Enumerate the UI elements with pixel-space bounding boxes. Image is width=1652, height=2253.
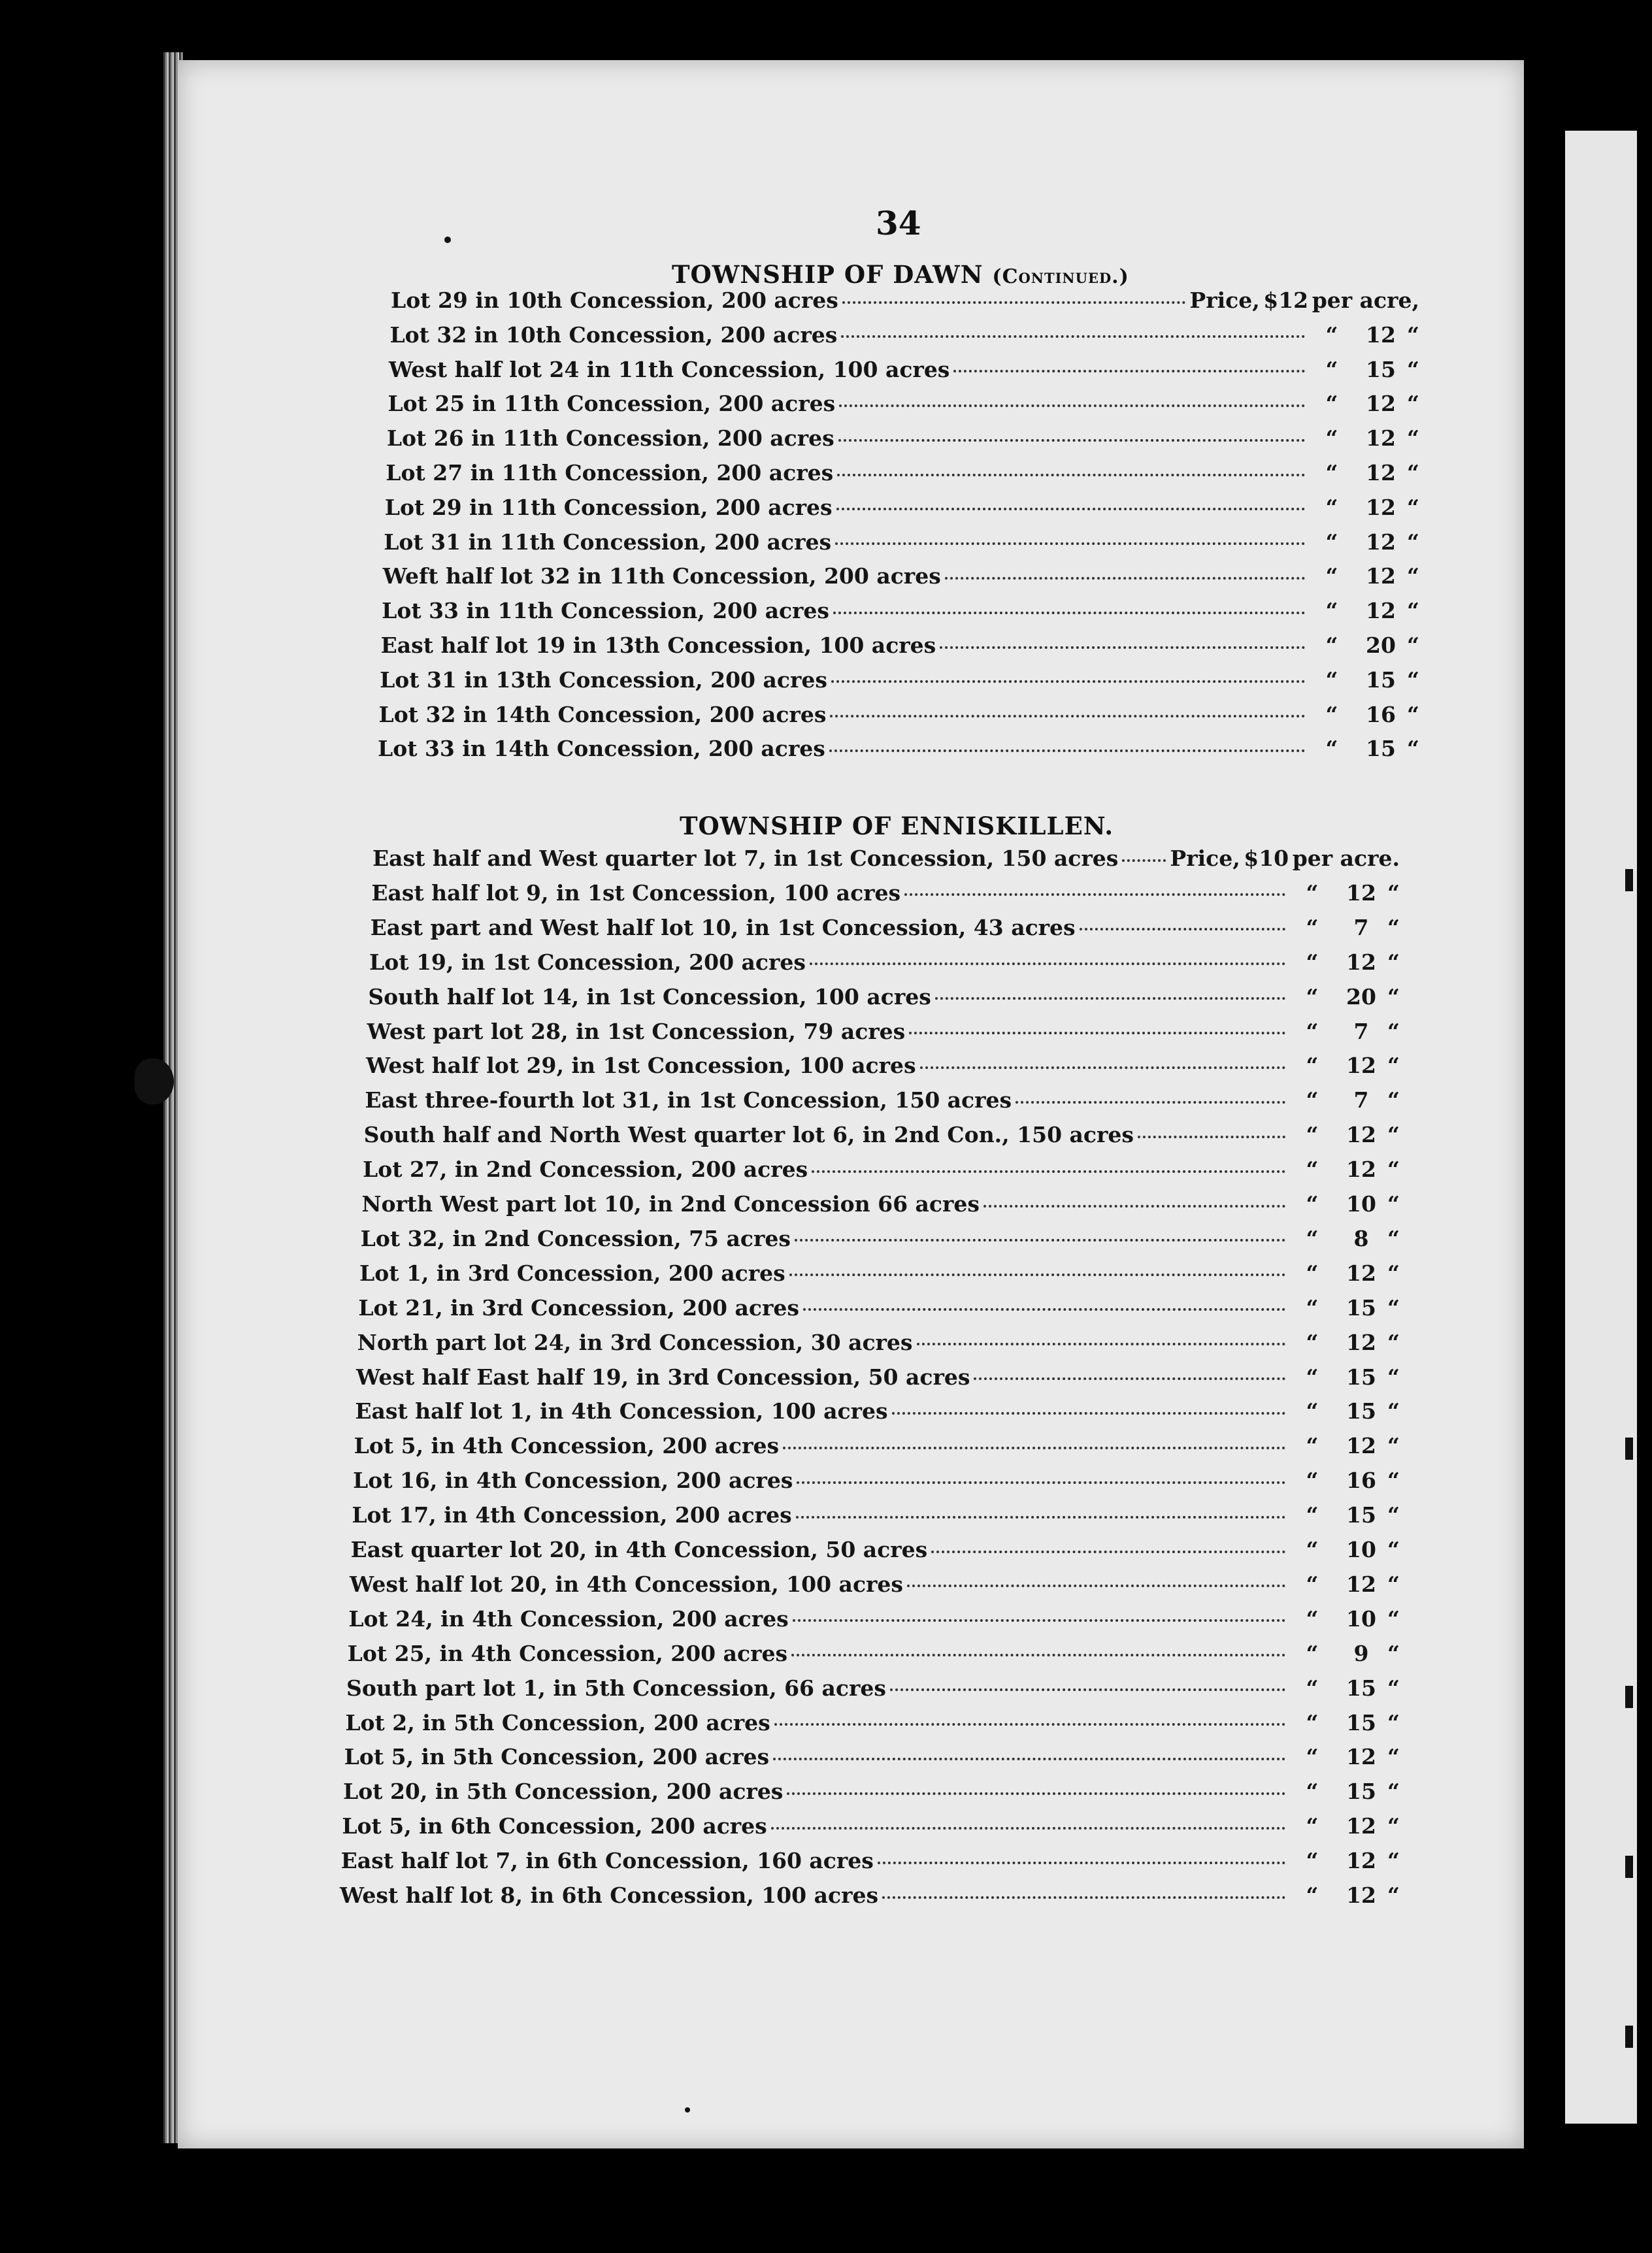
ditto-mark: “ (1325, 494, 1338, 520)
price-unit: “ (1387, 1122, 1400, 1148)
land-entry (345, 1710, 1400, 1739)
price-amount: 20 (1366, 633, 1396, 658)
land-entry (350, 1571, 1400, 1600)
ditto-mark: “ (1306, 1294, 1319, 1321)
dot-leader (812, 1170, 1285, 1173)
price-unit: “ (1387, 1779, 1400, 1805)
entry-description: Lot 32, in 2nd Concession, 75 acres (360, 1225, 791, 1251)
dot-leader (904, 893, 1285, 896)
land-entry (368, 984, 1400, 1013)
land-entry (379, 702, 1419, 731)
dot-leader (931, 1550, 1285, 1553)
price-amount: 15 (1366, 736, 1396, 762)
land-entry (352, 1502, 1400, 1531)
price-amount: 12 (1366, 321, 1396, 348)
price-amount: 12 (1346, 1329, 1376, 1355)
ditto-mark: “ (1306, 1709, 1319, 1735)
dot-leader (810, 962, 1285, 965)
entry-description: Weft half lot 32 in 11th Concession, 200 acres (382, 563, 941, 589)
price-unit: “ (1407, 494, 1419, 520)
adjacent-page-edge (1565, 131, 1637, 2124)
ditto-mark: “ (1325, 666, 1338, 693)
land-entry (343, 1779, 1400, 1807)
entry-description: East half lot 1, in 4th Concession, 100 acres (355, 1398, 888, 1424)
land-entry (341, 1848, 1400, 1877)
entry-description: South half lot 14, in 1st Concession, 100 acres (368, 983, 931, 1010)
price-label: Price, (1189, 288, 1260, 313)
price-amount: 12 (1346, 1157, 1376, 1183)
price-unit: “ (1387, 914, 1400, 940)
ditto-mark: “ (1325, 633, 1338, 658)
dot-leader (796, 1515, 1285, 1519)
price-unit: “ (1407, 598, 1419, 624)
price-unit: “ (1407, 356, 1419, 382)
price-amount: 12 (1366, 494, 1396, 520)
price-amount: 15 (1346, 1709, 1376, 1735)
price-unit: “ (1407, 666, 1419, 693)
land-entry (388, 391, 1419, 419)
dot-leader (917, 1342, 1285, 1345)
price-amount: 15 (1346, 1502, 1376, 1528)
price-unit: “ (1387, 1398, 1400, 1424)
entry-description: Lot 27, in 2nd Concession, 200 acres (363, 1157, 808, 1183)
land-entry (385, 495, 1419, 523)
ditto-mark: “ (1306, 914, 1319, 940)
land-entry (383, 563, 1419, 592)
ditto-mark: “ (1325, 391, 1338, 417)
price-amount: 12 (1346, 1813, 1376, 1839)
entry-description: Lot 2, in 5th Concession, 200 acres (345, 1709, 770, 1735)
dot-leader (773, 1757, 1285, 1760)
price-amount: 15 (1346, 1398, 1376, 1424)
entry-description: Lot 20, in 5th Concession, 200 acres (343, 1779, 784, 1805)
land-entry (363, 1157, 1400, 1185)
dot-leader (833, 611, 1305, 614)
ditto-mark: “ (1306, 1813, 1319, 1839)
entry-description: West half lot 29, in 1st Concession, 100 acres (366, 1053, 916, 1079)
price-unit: “ (1407, 460, 1419, 485)
ditto-mark: “ (1306, 1364, 1319, 1390)
land-entry (366, 1053, 1400, 1081)
entry-description: East half lot 7, in 6th Concession, 160 acres (340, 1848, 874, 1874)
entry-description: Lot 21, in 3rd Concession, 200 acres (358, 1294, 799, 1321)
land-entry (384, 529, 1419, 558)
price-unit: “ (1387, 1329, 1400, 1355)
price-amount: 12 (1366, 425, 1396, 452)
entry-description: North part lot 24, in 3rd Concession, 30 acres (357, 1329, 913, 1355)
entry-description: East part and West half lot 10, in 1st Concession, 43 acres (370, 914, 1076, 940)
price-unit: “ (1387, 1225, 1400, 1251)
land-entry (348, 1606, 1400, 1635)
price-unit: per acre, (1312, 288, 1419, 313)
land-entry (389, 322, 1419, 351)
land-entry (356, 1364, 1400, 1393)
price-amount: 12 (1366, 563, 1396, 589)
entry-description: Lot 16, in 4th Concession, 200 acres (353, 1468, 793, 1494)
price-amount: 9 (1353, 1640, 1369, 1666)
land-entry (380, 667, 1419, 696)
entry-description: Lot 32 in 10th Concession, 200 acres (389, 321, 838, 348)
land-entry (382, 598, 1419, 627)
entry-description: East half and West quarter lot 7, in 1st Concession, 150 acres (372, 846, 1119, 871)
dot-leader (791, 1653, 1285, 1656)
price-amount: 12 (1346, 880, 1376, 906)
price-amount: 7 (1353, 1018, 1369, 1044)
price-unit: “ (1387, 1502, 1400, 1528)
dot-leader (909, 1031, 1285, 1034)
edge-mark (1625, 2026, 1633, 2048)
entry-description: Lot 1, in 3rd Concession, 200 acres (359, 1260, 785, 1286)
ditto-mark: “ (1325, 425, 1338, 452)
price-amount: 10 (1346, 1537, 1376, 1562)
dot-leader (839, 404, 1305, 407)
land-entry (346, 1675, 1400, 1704)
entry-description: Lot 32 in 14th Concession, 200 acres (378, 701, 827, 727)
land-entry (367, 1019, 1400, 1047)
ditto-mark: “ (1306, 880, 1319, 906)
price-amount: 10 (1346, 1191, 1376, 1217)
dot-leader (787, 1792, 1285, 1795)
dot-leader (841, 335, 1305, 338)
land-entry (381, 633, 1419, 661)
dot-leader (983, 1204, 1285, 1208)
price-amount: 15 (1346, 1294, 1376, 1321)
price-amount: 12 (1366, 529, 1396, 555)
price-unit: “ (1387, 983, 1400, 1010)
ditto-mark: “ (1306, 1605, 1319, 1632)
ditto-mark: “ (1306, 1848, 1319, 1874)
ditto-mark: “ (1325, 598, 1338, 624)
price-unit: “ (1387, 1744, 1400, 1770)
price-amount: $12 (1263, 288, 1309, 313)
dot-leader (783, 1446, 1285, 1449)
clip-mark (135, 1059, 174, 1104)
price-unit: “ (1407, 736, 1419, 762)
entry-description: Lot 25 in 11th Concession, 200 acres (388, 391, 836, 417)
entry-description: Lot 5, in 4th Concession, 200 acres (354, 1433, 780, 1459)
price-unit: “ (1387, 1883, 1400, 1908)
ditto-mark: “ (1306, 983, 1319, 1010)
entry-description: Lot 31 in 13th Concession, 200 acres (380, 666, 827, 693)
price-unit: “ (1387, 1813, 1400, 1839)
dot-leader (830, 714, 1305, 717)
price-unit: “ (1407, 633, 1419, 658)
entry-description: West half East half 19, in 3rd Concession, 50 acres (356, 1364, 970, 1390)
entry-description: Lot 25, in 4th Concession, 200 acres (347, 1640, 788, 1666)
price-unit: “ (1387, 1848, 1400, 1874)
ditto-mark: “ (1325, 321, 1338, 348)
dot-leader (920, 1066, 1285, 1069)
entry-description: North West part lot 10, in 2nd Concession 66 acres (361, 1191, 980, 1217)
section-title-text: TOWNSHIP OF ENNISKILLEN. (680, 812, 1114, 840)
ditto-mark: “ (1306, 1087, 1319, 1113)
ditto-mark: “ (1306, 1329, 1319, 1355)
price-amount: 12 (1346, 1744, 1376, 1770)
land-entry (353, 1468, 1400, 1496)
price-amount: 8 (1353, 1225, 1369, 1251)
entry-description: East half lot 9, in 1st Concession, 100 acres (371, 880, 901, 906)
price-unit: “ (1407, 701, 1419, 727)
dot-leader (1016, 1100, 1285, 1104)
entry-description: West half lot 8, in 6th Concession, 100 acres (340, 1883, 879, 1908)
dot-leader (953, 369, 1305, 372)
entry-description: Lot 29 in 10th Concession, 200 acres (391, 288, 838, 313)
land-entry (344, 1744, 1400, 1773)
ditto-mark: “ (1306, 949, 1319, 975)
entry-description: Lot 27 in 11th Concession, 200 acres (386, 460, 834, 485)
edge-mark (1625, 1856, 1633, 1878)
edge-mark (1625, 869, 1633, 891)
price-amount: 12 (1346, 1433, 1376, 1459)
ditto-mark: “ (1306, 1675, 1319, 1701)
price-amount: 12 (1346, 949, 1376, 975)
entry-description: Lot 5, in 6th Concession, 200 acres (342, 1813, 767, 1839)
dot-leader (774, 1722, 1285, 1726)
entry-description: Lot 33 in 11th Concession, 200 acres (382, 598, 830, 624)
dot-leader (831, 680, 1305, 683)
price-unit: “ (1387, 1087, 1400, 1113)
price-unit: “ (1387, 1709, 1400, 1735)
entry-description: South half and North West quarter lot 6, in 2nd Con., 150 acres (363, 1122, 1134, 1148)
entry-description: Lot 26 in 11th Concession, 200 acres (386, 425, 834, 452)
dot-leader (793, 1619, 1285, 1622)
price-amount: 12 (1366, 598, 1396, 624)
price-amount: 20 (1346, 983, 1376, 1010)
dot-leader (890, 1688, 1285, 1691)
land-entry (361, 1226, 1400, 1255)
dot-leader (797, 1481, 1285, 1484)
land-entry (372, 846, 1400, 874)
price-unit: “ (1407, 425, 1419, 452)
land-entry (361, 1191, 1400, 1220)
price-amount: 12 (1346, 1260, 1376, 1286)
land-entry (391, 288, 1419, 316)
price-amount: 15 (1366, 666, 1396, 693)
edge-mark (1625, 1686, 1633, 1708)
ditto-mark: “ (1306, 1883, 1319, 1908)
dot-leader (837, 473, 1305, 476)
price-unit: “ (1387, 1157, 1400, 1183)
dot-leader (836, 507, 1305, 510)
dot-leader (803, 1307, 1285, 1311)
price-unit: “ (1387, 1053, 1400, 1079)
dot-leader (1080, 927, 1285, 930)
land-entry (364, 1122, 1400, 1151)
dot-leader (829, 749, 1305, 752)
dot-leader (935, 996, 1285, 1000)
dot-leader (945, 576, 1305, 580)
dot-leader (878, 1861, 1285, 1864)
dot-leader (1122, 859, 1166, 862)
price-amount: 12 (1346, 1053, 1376, 1079)
price-amount: 12 (1346, 1571, 1376, 1597)
ditto-mark: “ (1306, 1398, 1319, 1424)
entry-description: West half lot 24 in 11th Concession, 100 acres (388, 356, 950, 382)
price-amount: 16 (1366, 701, 1396, 727)
dot-leader (842, 301, 1186, 304)
ditto-mark: “ (1306, 1122, 1319, 1148)
ditto-mark: “ (1306, 1433, 1319, 1459)
section-title-dawn (672, 260, 1129, 289)
price-unit: “ (1387, 1018, 1400, 1044)
land-entry (358, 1295, 1400, 1324)
ditto-mark: “ (1306, 1191, 1319, 1217)
land-entry (351, 1537, 1400, 1566)
ditto-mark: “ (1325, 529, 1338, 555)
section-title-enniskillen (680, 812, 1114, 840)
dot-leader (789, 1273, 1285, 1276)
entry-description: Lot 5, in 5th Concession, 200 acres (344, 1744, 770, 1770)
price-unit: “ (1387, 949, 1400, 975)
price-unit: “ (1387, 1191, 1400, 1217)
ditto-mark: “ (1306, 1779, 1319, 1805)
entry-description: Lot 17, in 4th Concession, 200 acres (352, 1502, 792, 1528)
price-amount: 12 (1346, 1122, 1376, 1148)
entry-description: East quarter lot 20, in 4th Concession, 50 acres (350, 1537, 928, 1562)
land-entry (387, 425, 1419, 454)
price-amount: 12 (1366, 391, 1396, 417)
entry-description: Lot 19, in 1st Concession, 200 acres (369, 949, 806, 975)
ditto-mark: “ (1325, 563, 1338, 589)
page-number: 34 (876, 204, 921, 242)
price-unit: “ (1407, 391, 1419, 417)
ink-speck (685, 2107, 690, 2113)
price-unit: “ (1387, 1468, 1400, 1494)
dot-leader (974, 1377, 1285, 1380)
ditto-mark: “ (1306, 1571, 1319, 1597)
price-unit: “ (1407, 563, 1419, 589)
ditto-mark: “ (1325, 460, 1338, 485)
ditto-mark: “ (1325, 356, 1338, 382)
land-entry (389, 357, 1419, 386)
price-amount: 16 (1346, 1468, 1376, 1494)
land-entry (359, 1260, 1400, 1289)
price-amount: 7 (1353, 1087, 1369, 1113)
ditto-mark: “ (1306, 1468, 1319, 1494)
price-amount: 7 (1353, 914, 1369, 940)
price-unit: “ (1387, 1640, 1400, 1666)
price-unit: “ (1387, 1571, 1400, 1597)
price-unit: “ (1387, 1433, 1400, 1459)
price-unit: “ (1387, 1605, 1400, 1632)
dot-leader (892, 1411, 1285, 1415)
price-amount: 12 (1346, 1883, 1376, 1908)
ditto-mark: “ (1306, 1744, 1319, 1770)
dot-leader (771, 1826, 1285, 1830)
section-title-text: TOWNSHIP OF DAWN (672, 260, 983, 289)
entry-description: East half lot 19 in 13th Concession, 100 acres (380, 633, 936, 658)
entry-description: Lot 29 in 11th Concession, 200 acres (384, 494, 833, 520)
price-amount: 15 (1346, 1364, 1376, 1390)
ditto-mark: “ (1306, 1260, 1319, 1286)
land-entry (355, 1398, 1400, 1427)
price-unit: “ (1387, 1260, 1400, 1286)
dot-leader (835, 542, 1305, 545)
land-entry (342, 1813, 1400, 1842)
ditto-mark: “ (1306, 1053, 1319, 1079)
land-entry (354, 1433, 1400, 1462)
dot-leader (795, 1238, 1285, 1242)
edge-mark (1625, 1438, 1633, 1460)
ditto-mark: “ (1306, 1502, 1319, 1528)
price-unit: per acre. (1292, 846, 1400, 871)
land-entry (348, 1641, 1400, 1669)
ditto-mark: “ (1306, 1225, 1319, 1251)
ditto-mark: “ (1306, 1640, 1319, 1666)
price-unit: “ (1387, 1364, 1400, 1390)
price-unit: “ (1387, 1537, 1400, 1562)
price-amount: 15 (1346, 1675, 1376, 1701)
land-entry (386, 460, 1419, 489)
entry-description: South part lot 1, in 5th Concession, 66 acres (346, 1675, 886, 1701)
entry-description: West part lot 28, in 1st Concession, 79 acres (367, 1018, 906, 1044)
price-unit: “ (1407, 321, 1419, 348)
land-entry (378, 736, 1419, 765)
dot-leader (907, 1584, 1285, 1587)
price-amount: 12 (1366, 460, 1396, 485)
land-entry (357, 1330, 1400, 1358)
ditto-mark: “ (1306, 1537, 1319, 1562)
land-entry (340, 1883, 1400, 1911)
price-amount: 10 (1346, 1605, 1376, 1632)
dot-leader (882, 1896, 1285, 1899)
land-entry (371, 880, 1400, 909)
entry-description: Lot 33 in 14th Concession, 200 acres (378, 736, 825, 762)
ditto-mark: “ (1325, 701, 1338, 727)
price-amount: 15 (1366, 356, 1396, 382)
land-entry (369, 949, 1400, 978)
price-unit: “ (1407, 529, 1419, 555)
section-title-suffix: (Continued.) (992, 265, 1129, 288)
land-entry (371, 915, 1400, 944)
entry-description: Lot 24, in 4th Concession, 200 acres (348, 1605, 789, 1632)
price-amount: 15 (1346, 1779, 1376, 1805)
price-unit: “ (1387, 1294, 1400, 1321)
entry-description: West half lot 20, in 4th Concession, 100 acres (350, 1571, 903, 1597)
price-unit: “ (1387, 1675, 1400, 1701)
price-amount: 12 (1346, 1848, 1376, 1874)
dot-leader (940, 646, 1305, 649)
dot-leader (838, 438, 1305, 442)
price-amount: $10 (1244, 846, 1289, 871)
entry-description: Lot 31 in 11th Concession, 200 acres (384, 529, 832, 555)
entry-description: East three-fourth lot 31, in 1st Concession, 150 acres (365, 1087, 1012, 1113)
ditto-mark: “ (1306, 1157, 1319, 1183)
land-entry (365, 1087, 1400, 1116)
ditto-mark: “ (1306, 1018, 1319, 1044)
price-label: Price, (1170, 846, 1240, 871)
ink-speck (444, 237, 451, 243)
price-unit: “ (1387, 880, 1400, 906)
ditto-mark: “ (1325, 736, 1338, 762)
dot-leader (1138, 1135, 1285, 1138)
